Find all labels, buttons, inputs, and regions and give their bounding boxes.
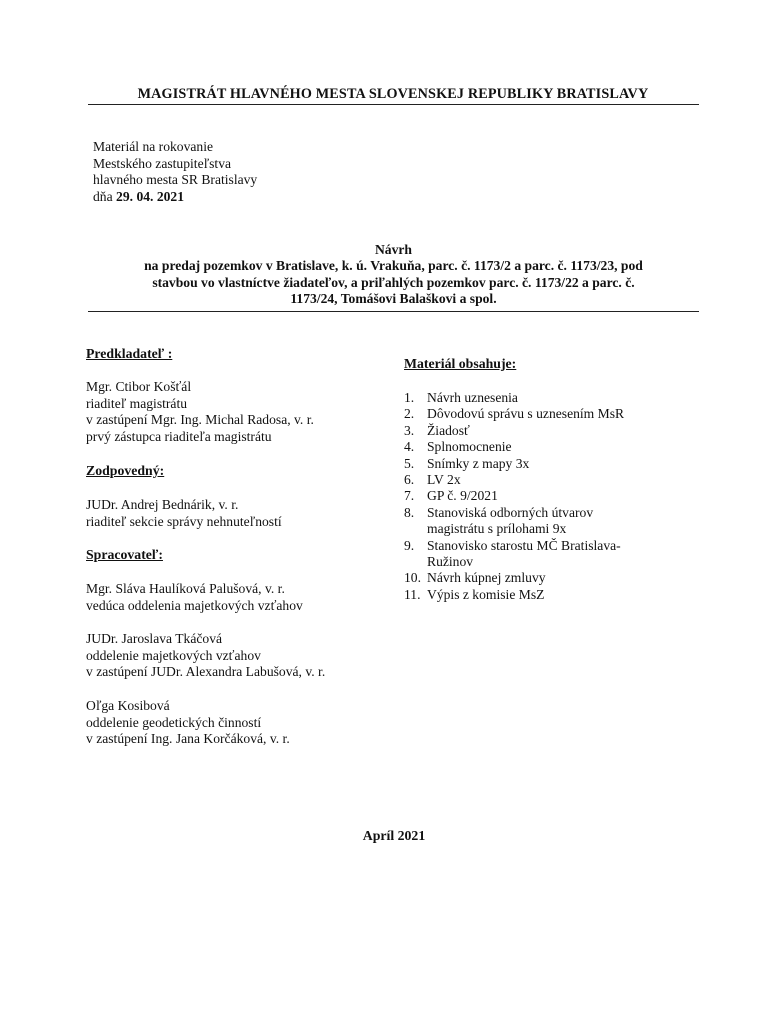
list-item — [404, 456, 667, 472]
spracovatel-line: oddelenie majetkových vzťahov — [86, 647, 261, 663]
list-item-line: Splnomocnenie — [427, 439, 512, 455]
spracovatel-line: oddelenie geodetických činností — [86, 714, 262, 730]
predkladatel-block — [86, 379, 314, 445]
list-item-text — [427, 570, 667, 586]
date-prefix: dňa — [93, 188, 113, 204]
zodpovedny-line: JUDr. Andrej Bednárik, v. r. — [86, 497, 239, 512]
list-item-number: 3. — [404, 422, 415, 438]
list-item — [404, 390, 667, 406]
spracovatel-group-3 — [86, 698, 290, 748]
list-item-text — [427, 538, 667, 571]
predkladatel-line: prvý zástupca riaditeľa magistrátu — [86, 428, 272, 444]
list-item-number: 4. — [404, 439, 415, 455]
list-item — [404, 439, 667, 455]
title-divider — [88, 311, 699, 312]
list-item-text — [427, 472, 667, 488]
list-item-text — [427, 587, 667, 603]
list-item-line: Ružinov — [427, 554, 474, 570]
spracovatel-line: Mgr. Sláva Haulíková Palušová, v. r. — [86, 581, 285, 596]
list-item-number: 5. — [404, 455, 415, 471]
spracovatel-line: v zastúpení Ing. Jana Korčáková, v. r. — [86, 731, 290, 746]
obsah-list — [404, 390, 667, 603]
list-item — [404, 570, 667, 586]
spracovatel-line: Oľga Kosibová — [86, 698, 170, 713]
material-line-1: Materiál na rokovanie — [93, 139, 214, 154]
title-line-1: na predaj pozemkov v Bratislave, k. ú. Vrakuňa, parc. č. 1173/2 a parc. č. 1173/23, pod — [144, 258, 643, 274]
list-item-number: 9. — [404, 537, 415, 553]
document-title — [88, 242, 699, 308]
list-item — [404, 538, 667, 571]
title-heading: Návrh — [374, 242, 412, 257]
list-item-number: 2. — [404, 406, 415, 422]
list-item-text — [427, 406, 667, 422]
spracovatel-heading: Spracovateľ: — [86, 547, 163, 562]
list-item-line: Návrh kúpnej zmluvy — [427, 570, 546, 586]
list-item — [404, 423, 667, 439]
list-item-number: 8. — [404, 504, 415, 520]
document-header: MAGISTRÁT HLAVNÉHO MESTA SLOVENSKEJ REPUBLIKY BRATISLAVY — [137, 86, 649, 102]
predkladatel-heading: Predkladateľ : — [86, 346, 173, 361]
list-item-line: Stanovisko starostu MČ Bratislava- — [427, 537, 621, 553]
list-item-text — [427, 488, 667, 504]
list-item-line: Výpis z komisie MsZ — [427, 586, 545, 602]
header-divider — [88, 104, 699, 105]
footer-date: Apríl 2021 — [362, 828, 426, 843]
meeting-date: 29. 04. 2021 — [116, 188, 185, 204]
list-item-text — [427, 505, 667, 538]
list-item — [404, 488, 667, 504]
list-item-line: Snímky z mapy 3x — [427, 455, 530, 471]
list-item-text — [427, 390, 667, 406]
spracovatel-group-2 — [86, 631, 325, 681]
spracovatel-line: vedúca oddelenia majetkových vzťahov — [86, 597, 303, 613]
list-item — [404, 406, 667, 422]
material-info — [93, 139, 257, 205]
list-item-text — [427, 423, 667, 439]
list-item — [404, 505, 667, 538]
list-item-line: GP č. 9/2021 — [427, 488, 498, 504]
list-item-text — [427, 439, 667, 455]
zodpovedny-heading: Zodpovedný: — [86, 463, 165, 478]
material-line-3: hlavného mesta SR Bratislavy — [93, 172, 258, 187]
list-item-number: 11. — [404, 586, 421, 602]
title-line-2: stavbou vo vlastníctve žiadateľov, a priľahlých pozemkov parc. č. 1173/22 a parc. č. — [152, 274, 635, 290]
list-item-line: Návrh uznesenia — [427, 390, 518, 405]
obsah-heading: Materiál obsahuje: — [404, 356, 517, 371]
title-line-3: 1173/24, Tomášovi Balaškovi a spol. — [290, 291, 497, 307]
material-line-2: Mestského zastupiteľstva — [93, 155, 232, 171]
list-item — [404, 472, 667, 488]
list-item-text — [427, 456, 667, 472]
spracovatel-line: v zastúpení JUDr. Alexandra Labušová, v. r. — [86, 664, 326, 679]
predkladatel-line: riaditeľ magistrátu — [86, 395, 188, 411]
list-item-line: Žiadosť — [427, 422, 470, 438]
predkladatel-line: v zastúpení Mgr. Ing. Michal Radosa, v. r. — [86, 412, 314, 427]
list-item-line: Dôvodovú správu s uznesením MsR — [427, 406, 625, 422]
list-item-number: 1. — [404, 390, 415, 405]
zodpovedny-block — [86, 497, 282, 530]
predkladatel-line: Mgr. Ctibor Košťál — [86, 379, 192, 394]
zodpovedny-line: riaditeľ sekcie správy nehnuteľností — [86, 513, 282, 529]
list-item-line: magistrátu s prílohami 9x — [427, 521, 567, 537]
spracovatel-group-1 — [86, 581, 303, 614]
spracovatel-line: JUDr. Jaroslava Tkáčová — [86, 631, 223, 646]
list-item-number: 7. — [404, 488, 415, 504]
list-item-number: 6. — [404, 472, 415, 488]
list-item-line: Stanoviská odborných útvarov — [427, 504, 594, 520]
material-date-line — [93, 189, 257, 206]
list-item-line: LV 2x — [427, 472, 461, 488]
list-item-number: 10. — [404, 570, 421, 586]
list-item — [404, 587, 667, 603]
